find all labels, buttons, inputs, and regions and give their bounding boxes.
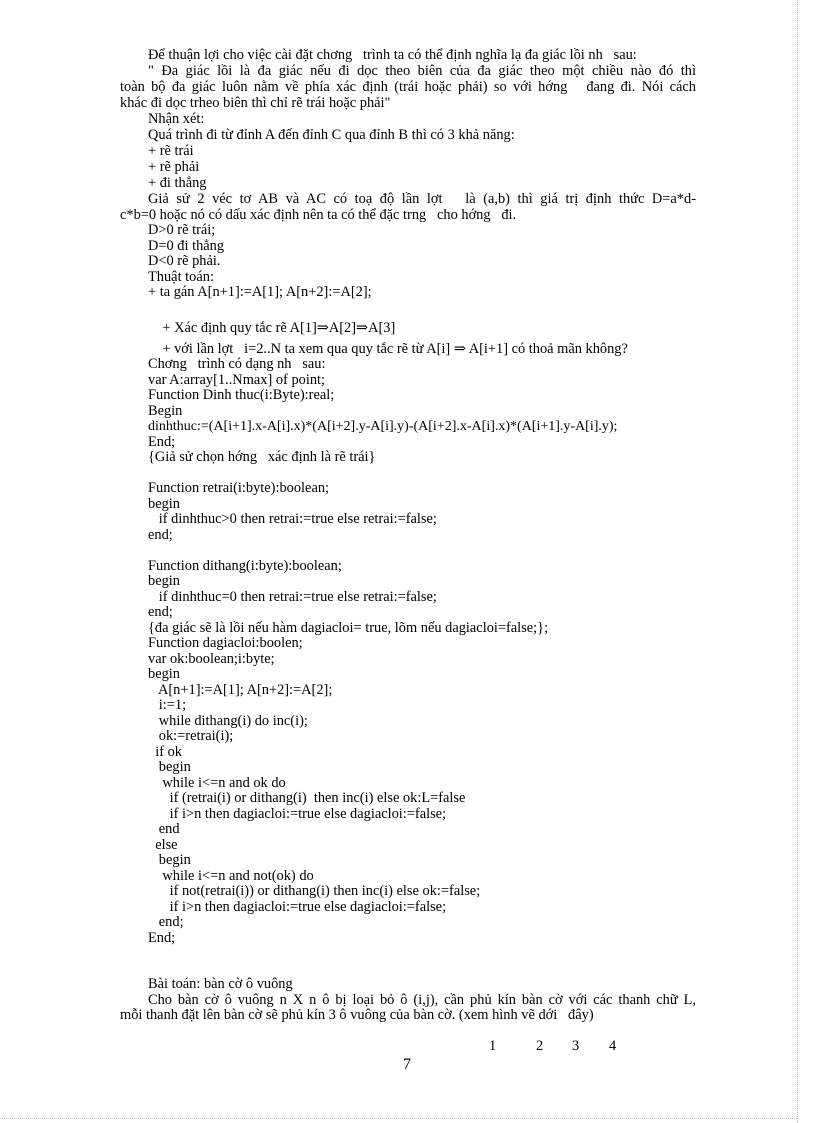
code-line: Function dithang(i:byte):boolean; (148, 558, 342, 574)
code-line: dinhthuc:=(A[i+1].x-A[i].x)*(A[i+2].y-A[i].y)-(A[i+2].x-A[i].x)*(A[i+1].y-A[i].y); (148, 419, 618, 434)
text-line: D<0 rẽ phải. (148, 253, 221, 269)
code-line: Function dagiacloi:boolen; (148, 635, 303, 651)
code-line: End; (148, 434, 176, 450)
code-line: A[n+1]:=A[1]; A[n+2]:=A[2]; (148, 682, 333, 698)
figure-label: 3 (572, 1038, 580, 1054)
code-line: Function Dinh thuc(i:Byte):real; (148, 387, 335, 403)
text-line: + ta gán A[n+1]:=A[1]; A[n+2]:=A[2]; (148, 284, 372, 300)
code-line: end; (148, 527, 173, 543)
code-line: begin (148, 759, 191, 775)
implies-arrow-icon: ⇒ (316, 319, 329, 336)
code-line: if not(retrai(i)) or dithang(i) then inc(i) else ok:=false; (148, 883, 481, 899)
figure-label: 1 (489, 1038, 497, 1054)
code-line: {đa giác sẽ là lồi nếu hàm dagiacloi= true, lõm nếu dagiacloi=false;}; (148, 620, 549, 636)
text-line: " Đa giác lồi là đa giác nếu đi dọc theo biên của đa giác theo một chiều nào đó thì (148, 63, 696, 79)
code-line: begin (148, 573, 180, 589)
code-line: Begin (148, 403, 183, 419)
code-line: end; (148, 604, 173, 620)
figure-label: 4 (609, 1038, 617, 1054)
code-line: ok:=retrai(i); (148, 728, 234, 744)
implies-arrow-icon: ⇒ (356, 319, 369, 336)
code-line: if i>n then dagiacloi:=true else dagiacloi:=false; (148, 899, 447, 915)
page-number: 7 (403, 1056, 411, 1073)
figure-label: 2 (536, 1038, 544, 1054)
text-line: + rẽ phải (148, 159, 200, 175)
code-line: end (148, 821, 180, 837)
loop-suffix: A[i+1] có thoả mãn không? (465, 340, 628, 357)
code-line: if dinhthuc>0 then retrai:=true else retrai:=false; (148, 511, 437, 527)
code-line: var ok:boolean;i:byte; (148, 651, 275, 667)
code-line: if dinhthuc=0 then retrai:=true else retrai:=false; (148, 589, 437, 605)
margin-guide (797, 0, 798, 1123)
implies-arrow-icon: ⇒ (453, 340, 466, 357)
loop-prefix: + với lần lợt i=2..N ta xem qua quy tắc rẽ từ A[i] (162, 340, 454, 357)
code-line: var A:array[1..Nmax] of point; (148, 372, 326, 388)
text-line: + đi thẳng (148, 175, 207, 191)
problem-title: Bài toán: bàn cờ ô vuông (148, 976, 293, 992)
code-line: while dithang(i) do inc(i); (148, 713, 308, 729)
text-line: c*b=0 hoặc nó có dấu xác định nên ta có thể đặc trng cho hớng đi. (120, 207, 517, 223)
rule-mid: A[2] (328, 319, 357, 336)
code-line: else (148, 837, 178, 853)
code-line: Function retrai(i:byte):boolean; (148, 480, 330, 496)
code-line: begin (148, 666, 180, 682)
rule-end: A[3] (368, 319, 396, 336)
code-line: begin (148, 852, 191, 868)
text-line: Giả sử 2 véc tơ AB và AC có toạ độ lần lợt là (a,b) thì giá trị định thức D=a*d- (148, 191, 696, 207)
text-line: Thuật toán: (148, 269, 214, 285)
code-line: i:=1; (148, 697, 187, 713)
text-line: D=0 đi thẳng (148, 238, 225, 254)
text-line: mỗi thanh đặt lên bàn cờ sẽ phủ kín 3 ô vuông của bàn cờ. (xem hình vẽ dới đây) (120, 1007, 594, 1023)
rule-prefix: + Xác định quy tắc rẽ A[1] (162, 319, 317, 336)
code-line: {Giả sử chọn hớng xác định là rẽ trái} (148, 449, 376, 465)
code-line: End; (148, 930, 176, 946)
code-line: while i<=n and ok do (148, 775, 286, 791)
text-line: Quá trình đi từ đỉnh A đến đỉnh C qua đỉnh B thì có 3 khả năng: (148, 127, 515, 143)
code-line: Chơng trình có dạng nh sau: (148, 356, 326, 372)
text-line: Cho bàn cờ ô vuông n X n ô bị loại bỏ ô (i,j), cần phủ kín bàn cờ với các thanh chữ L, (148, 992, 696, 1008)
text-line: toàn bộ đa giác luôn nằm về phía xác định (trái hoặc phải) so với hớng đang đi. Nói cách (120, 79, 696, 95)
margin-guide (0, 1118, 797, 1119)
code-line: if i>n then dagiacloi:=true else dagiacloi:=false; (148, 806, 447, 822)
text-line: D>0 rẽ trái; (148, 222, 216, 238)
code-line: if (retrai(i) or dithang(i) then inc(i) else ok:L=false (148, 790, 466, 806)
code-line: begin (148, 496, 180, 512)
code-line: end; (148, 914, 184, 930)
text-line: khác đi dọc trheo biên thì chỉ rẽ trái hoặc phải" (120, 95, 391, 111)
text-line: + rẽ trái (148, 143, 194, 159)
text-line: Để thuận lợi cho việc cài đặt chơng trình ta có thể định nghĩa lạ đa giác lồi nh sau: (148, 47, 637, 63)
code-line: while i<=n and not(ok) do (148, 868, 314, 884)
code-line: if ok (148, 744, 182, 760)
text-line: Nhận xét: (148, 111, 205, 127)
